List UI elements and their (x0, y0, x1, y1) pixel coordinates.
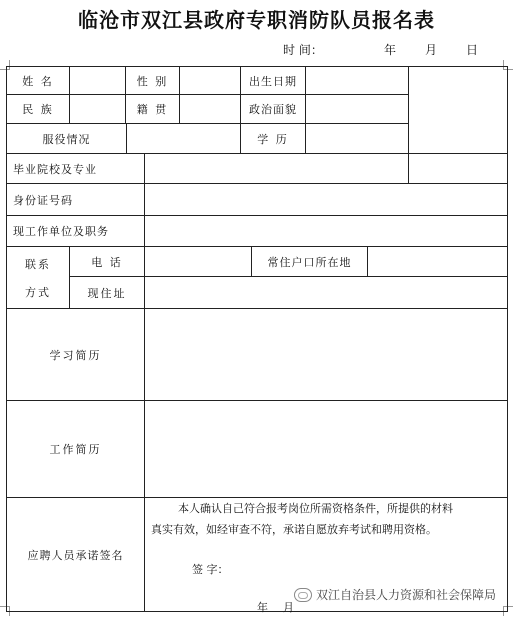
watermark (294, 586, 496, 603)
phone-label: 电 话 (69, 246, 145, 277)
ethnicity-field[interactable] (69, 94, 126, 124)
work-history-field[interactable] (144, 400, 508, 498)
signature-field[interactable] (240, 556, 330, 574)
id-number-label: 身份证号码 (6, 183, 145, 216)
address-field[interactable] (144, 276, 508, 309)
education-field[interactable] (305, 123, 409, 154)
phone-field[interactable] (144, 246, 252, 277)
name-field[interactable] (69, 66, 126, 95)
employer-label: 现工作单位及职务 (6, 215, 145, 247)
employer-field[interactable] (144, 215, 508, 247)
signature-label: 签 字： (192, 563, 229, 576)
education-label: 学 历 (240, 123, 306, 154)
military-service-field[interactable] (126, 123, 241, 154)
pledge-signature-label: 应聘人员承诺签名 (6, 497, 145, 612)
hukou-field[interactable] (367, 246, 508, 277)
photo-box[interactable] (408, 66, 508, 154)
id-number-field[interactable] (144, 183, 508, 216)
study-history-label: 学习简历 (6, 308, 145, 401)
pledge-line-1: 本人确认自己符合报考岗位所需资格条件，所提供的材料 (178, 502, 453, 515)
hukou-label: 常住户口所在地 (251, 246, 368, 277)
form-title: 临沧市双江县政府专职消防队员报名表 (78, 8, 435, 32)
watermark-text: 双江自治县人力资源和社会保障局 (316, 588, 497, 602)
pledge-line-2: 真实有效，如经审查不符，承诺自愿放弃考试和聘用资格。 (151, 523, 437, 536)
contact-label-line1: 联系 (25, 257, 51, 271)
school-major-field[interactable] (144, 153, 409, 184)
native-place-label: 籍 贯 (125, 94, 180, 124)
birth-date-field[interactable] (305, 66, 409, 95)
name-label: 姓 名 (6, 66, 70, 95)
school-major-label: 毕业院校及专业 (6, 153, 145, 184)
pledge-year-label: 年 (257, 601, 268, 614)
pledge-month-label: 月 (283, 601, 294, 614)
gender-label: 性 别 (125, 66, 180, 95)
work-history-label: 工作简历 (6, 400, 145, 498)
year-label: 年 (384, 43, 397, 57)
wechat-icon (294, 588, 312, 602)
ethnicity-label: 民 族 (6, 94, 70, 124)
contact-label-line2: 方式 (25, 285, 51, 299)
contact-label (6, 246, 70, 309)
political-status-field[interactable] (305, 94, 409, 124)
birth-date-label: 出生日期 (240, 66, 306, 95)
school-major-field-extra[interactable] (408, 153, 508, 184)
time-label: 时 间： (283, 43, 323, 57)
day-label: 日 (466, 43, 479, 57)
month-label: 月 (425, 43, 438, 57)
address-label: 现住址 (69, 276, 145, 309)
gender-field[interactable] (179, 66, 241, 95)
native-place-field[interactable] (179, 94, 241, 124)
study-history-field[interactable] (144, 308, 508, 401)
military-service-label: 服役情况 (6, 123, 127, 154)
political-status-label: 政治面貌 (240, 94, 306, 124)
